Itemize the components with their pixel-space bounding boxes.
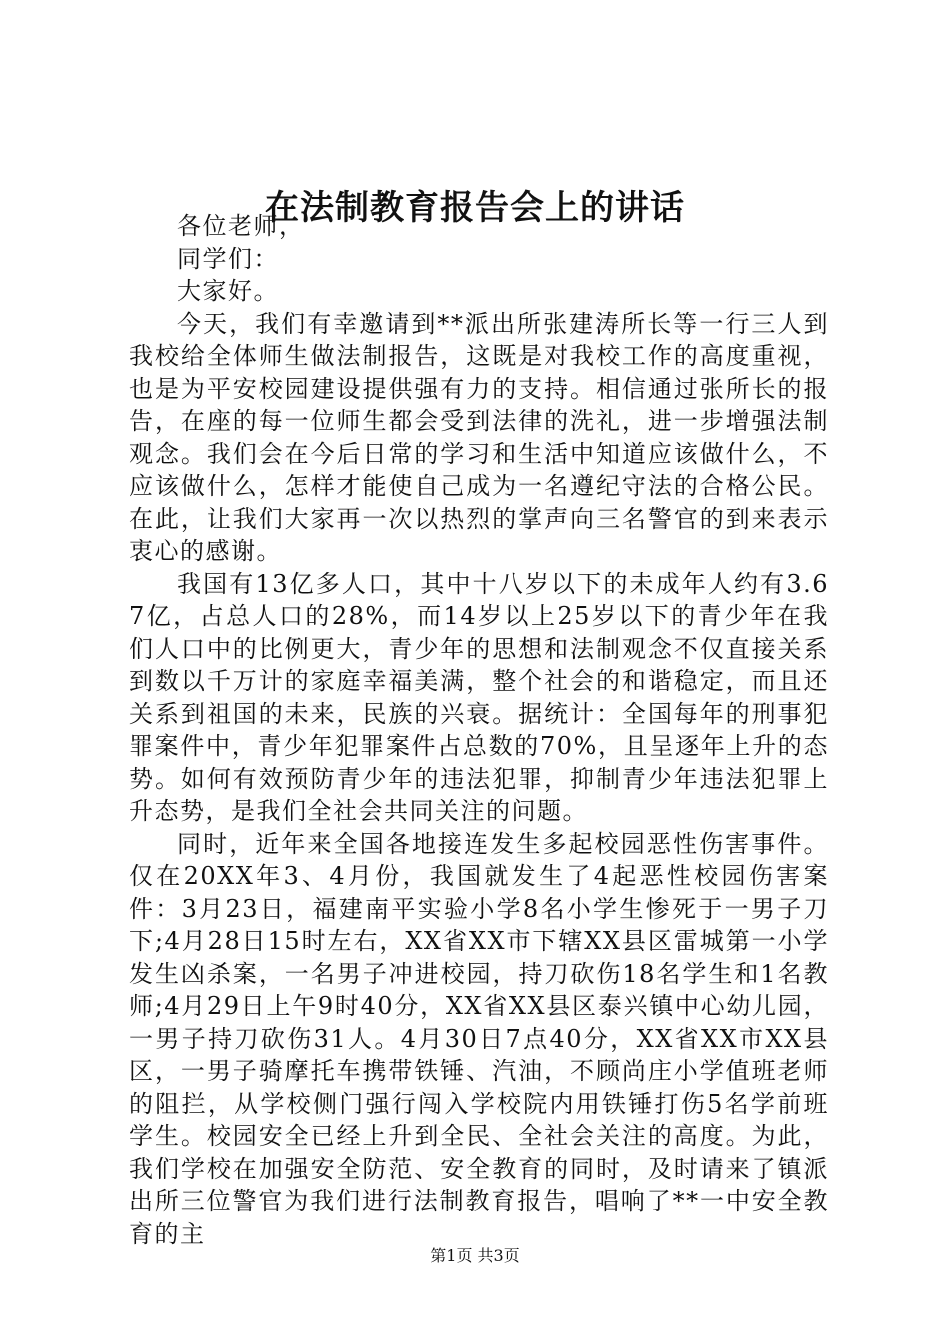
greeting: 大家好。: [177, 277, 279, 305]
paragraph-intro: 今天，我们有幸邀请到**派出所张建涛所长等一行三人到我校给全体师生做法制报告，这既是对我校工作的高度重视，也是为平安校园建设提供强有力的支持。相信通过张所长的报告，在座的每一位师生都会受到法律的洗礼，进一步增强法制观念。我们会在今后日常的学习和生活中知道应该做什么，不应该做什么，怎样才能使自己成为一名遵纪守法的合格公民。在此，让我们大家再一次以热烈的掌声向三名警官的到来表示衷心的感谢。: [129, 309, 829, 565]
document-body: [129, 210, 829, 1250]
page-title: 在法制教育报告会上的讲话: [265, 188, 685, 228]
paragraph-incidents: 同时，近年来全国各地接连发生多起校园恶性伤害事件。仅在20XX年3、4月份，我国就发生了4起恶性校园伤害案件：3月23日，福建南平实验小学8名小学生惨死于一男子刀下;4月28日15时左右，XX省XX市下辖XX县区雷城第一小学发生凶杀案，一名男子冲进校园，持刀砍伤18名学生和1名教师;4月29日上午9时40分，XX省XX县区泰兴镇中心幼儿园，一男子持刀砍伤31人。4月30日7点40分，XX省XX市XX县区，一男子骑摩托车携带铁锤、汽油，不顾尚庄小学值班老师的阻拦，从学校侧门强行闯入学校院内用铁锤打伤5名学前班学生。校园安全已经上升到全民、全社会关注的高度。为此，我们学校在加强安全防范、安全教育的同时，及时请来了镇派出所三位警官为我们进行法制教育报告，唱响了**一中安全教育的主: [129, 829, 829, 1248]
salutation-students: 同学们：: [177, 244, 279, 273]
salutation-teachers: 各位老师，: [177, 212, 305, 240]
page-number: 第1页 共3页: [430, 1246, 520, 1265]
paragraph-statistics: 我国有13亿多人口，其中十八岁以下的未成年人约有3.67亿，占总人口的28%，而14岁以上25岁以下的青少年在我们人口中的比例更大，青少年的思想和法制观念不仅直接关系到数以千万计的家庭幸福美满，整个社会的和谐稳定，而且还关系到祖国的未来，民族的兴衰。据统计：全国每年的刑事犯罪案件中，青少年犯罪案件占总数的70%，且呈逐年上升的态势。如何有效预防青少年的违法犯罪，抑制青少年违法犯罪上升态势，是我们全社会共同关注的问题。: [129, 569, 829, 825]
